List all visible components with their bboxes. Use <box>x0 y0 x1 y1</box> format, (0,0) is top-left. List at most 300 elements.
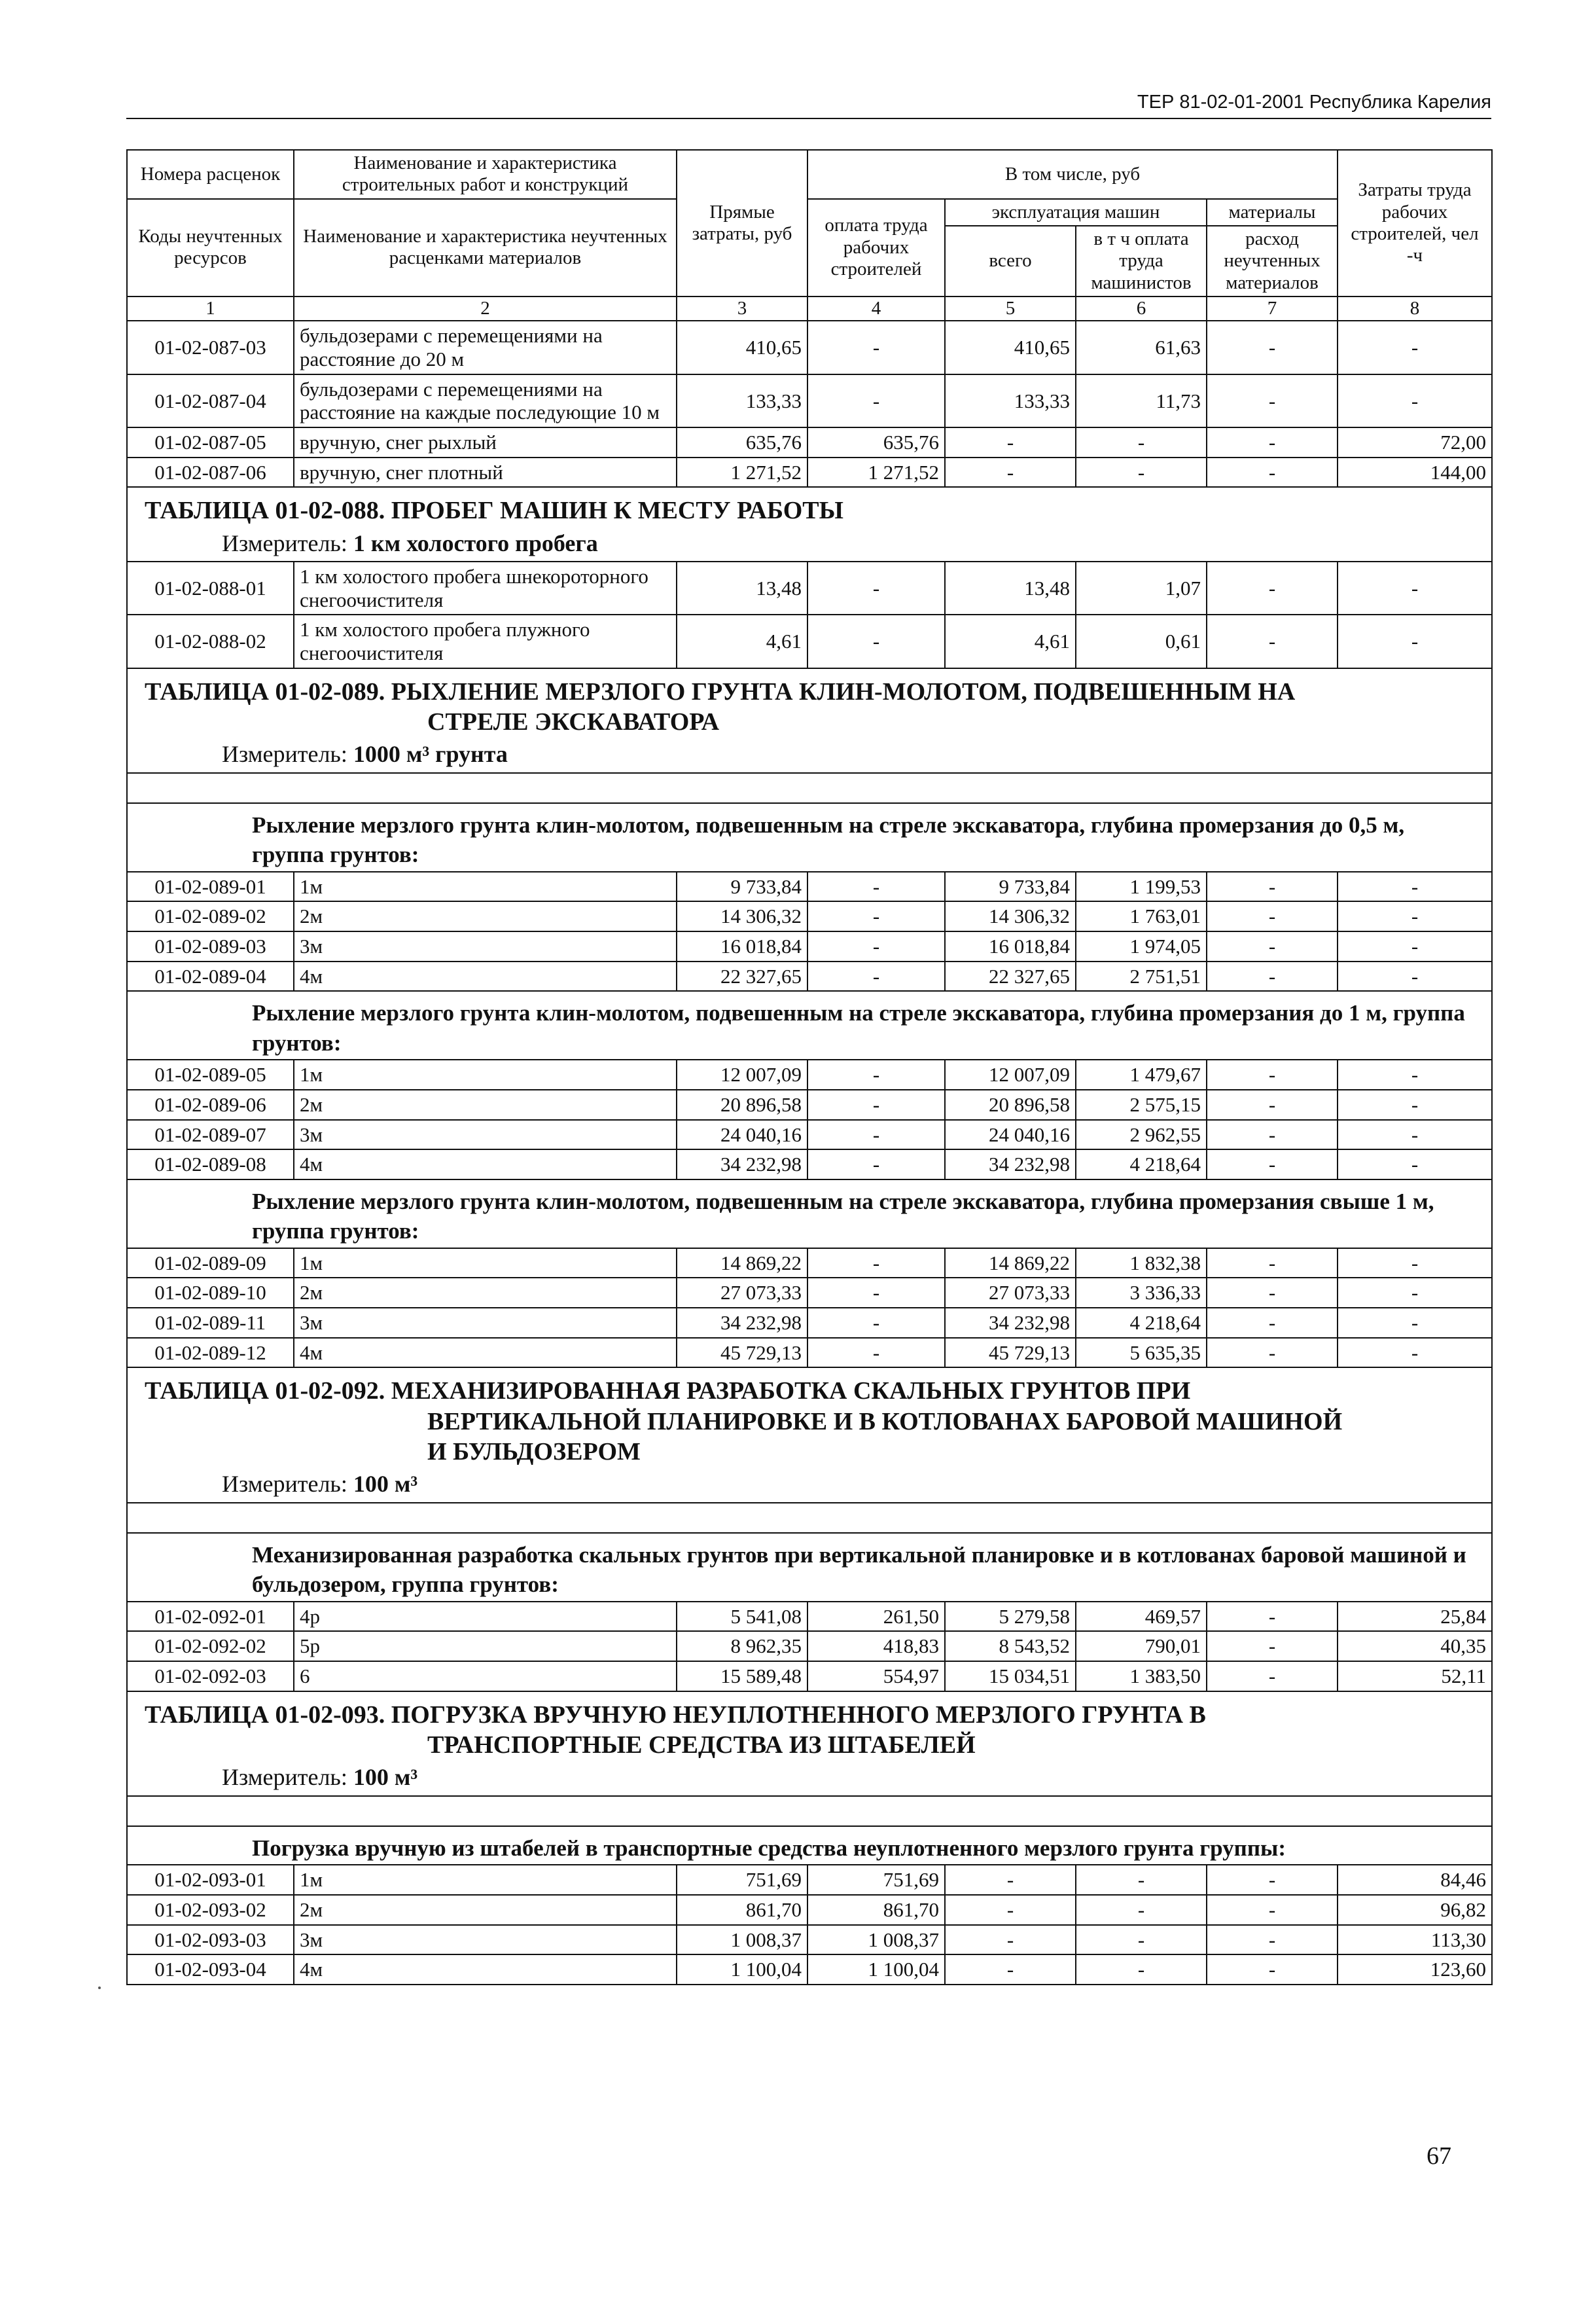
rate-description: вручную, снег рыхлый <box>294 427 677 458</box>
page-number: 67 <box>1427 2142 1451 2170</box>
rate-code: 01-02-087-06 <box>127 458 294 488</box>
rate-value: 1 100,04 <box>807 1954 945 1985</box>
col-codes-top: Номера расценок <box>127 150 294 199</box>
rate-value: 5 635,35 <box>1076 1338 1207 1368</box>
rate-value: 5 541,08 <box>677 1602 807 1632</box>
subsection-heading: Механизированная разработка скальных грунтов при вертикальной планировке и в котлованах баровой машиной и бульдозером, группа грунтов: <box>127 1533 1492 1602</box>
rate-value: 12 007,09 <box>677 1060 807 1090</box>
rate-value: 0,61 <box>1076 615 1207 668</box>
rate-code: 01-02-089-09 <box>127 1248 294 1278</box>
subsection-row <box>127 1179 1492 1248</box>
unit-label: Измеритель: <box>222 741 353 768</box>
rate-value: 16 018,84 <box>945 931 1076 962</box>
unit-line <box>145 1471 1474 1498</box>
rate-value: 133,33 <box>945 374 1076 427</box>
rate-code: 01-02-092-01 <box>127 1602 294 1632</box>
table-title-line: ТАБЛИЦА 01-02-089. РЫХЛЕНИЕ МЕРЗЛОГО ГРУНТА КЛИН-МОЛОТОМ, ПОДВЕШЕННЫМ НА <box>145 677 1296 706</box>
rate-code: 01-02-089-07 <box>127 1120 294 1150</box>
section-089-heading <box>127 668 1492 773</box>
rate-value: 410,65 <box>677 321 807 374</box>
section-088-heading <box>127 487 1492 562</box>
rate-value: 34 232,98 <box>677 1308 807 1338</box>
rate-value: - <box>1338 1120 1492 1150</box>
rate-value: - <box>1207 901 1338 931</box>
rate-description: 4р <box>294 1602 677 1632</box>
rate-code: 01-02-092-02 <box>127 1631 294 1661</box>
rate-value: - <box>1338 962 1492 992</box>
col-num: 3 <box>677 297 807 321</box>
rate-value: 27 073,33 <box>945 1278 1076 1308</box>
rate-description: бульдозерами с перемещениями на расстояние на каждые последующие 10 м <box>294 374 677 427</box>
rate-value: - <box>1207 1338 1338 1368</box>
unit-value: 100 м³ <box>353 1471 418 1498</box>
rate-value: 4 218,64 <box>1076 1308 1207 1338</box>
rate-value: - <box>1338 321 1492 374</box>
table-title-line: И БУЛЬДОЗЕРОМ <box>427 1438 641 1466</box>
rate-value: - <box>945 1895 1076 1925</box>
col-direct: Прямые затраты, руб <box>677 150 807 297</box>
rate-value: - <box>1207 374 1338 427</box>
unit-value: 100 м³ <box>353 1764 418 1791</box>
rate-value: 123,60 <box>1338 1954 1492 1985</box>
table-title <box>145 495 1474 526</box>
table-row <box>127 1308 1492 1338</box>
rate-code: 01-02-089-01 <box>127 872 294 902</box>
rate-value: 40,35 <box>1338 1631 1492 1661</box>
unit-value: 1 км холостого пробега <box>353 530 598 556</box>
section-092-heading <box>127 1367 1492 1502</box>
rate-value: - <box>807 962 945 992</box>
rate-code: 01-02-089-10 <box>127 1278 294 1308</box>
rate-value: - <box>1338 1149 1492 1179</box>
rate-value: - <box>945 427 1076 458</box>
rate-value: - <box>1207 1308 1338 1338</box>
unit-value: 1000 м³ грунта <box>353 741 508 768</box>
rate-value: 25,84 <box>1338 1602 1492 1632</box>
table-row <box>127 1954 1492 1985</box>
rate-value: 2 962,55 <box>1076 1120 1207 1150</box>
table-row <box>127 1602 1492 1632</box>
rate-value: 2 575,15 <box>1076 1090 1207 1120</box>
rate-code: 01-02-089-11 <box>127 1308 294 1338</box>
blank-row <box>127 1503 1492 1533</box>
rate-code: 01-02-089-04 <box>127 962 294 992</box>
subsection-row <box>127 1826 1492 1865</box>
rate-value: - <box>807 374 945 427</box>
rate-value: - <box>807 1248 945 1278</box>
rate-value: 1 763,01 <box>1076 901 1207 931</box>
col-name-top: Наименование и характеристика строительных работ и конструкций <box>294 150 677 199</box>
blank-cell <box>127 773 1492 803</box>
rate-value: 45 729,13 <box>677 1338 807 1368</box>
col-codes-bottom: Коды неучтенных ресурсов <box>127 199 294 297</box>
rate-description: 3м <box>294 1308 677 1338</box>
rate-value: 790,01 <box>1076 1631 1207 1661</box>
rate-code: 01-02-093-03 <box>127 1925 294 1955</box>
rate-value: 133,33 <box>677 374 807 427</box>
rate-description: 1м <box>294 1865 677 1895</box>
col-machines-pay: в т ч оплата труда машинистов <box>1076 226 1207 297</box>
col-materials-sub: расход неучтенных материалов <box>1207 226 1338 297</box>
rate-code: 01-02-088-01 <box>127 562 294 615</box>
rate-value: 13,48 <box>945 562 1076 615</box>
rate-value: 1,07 <box>1076 562 1207 615</box>
table-row <box>127 615 1492 668</box>
rate-value: 14 869,22 <box>677 1248 807 1278</box>
rate-value: - <box>1338 931 1492 962</box>
table-row <box>127 1925 1492 1955</box>
rate-value: - <box>1207 458 1338 488</box>
col-incl: В том числе, руб <box>807 150 1338 199</box>
rate-value: 1 479,67 <box>1076 1060 1207 1090</box>
col-materials: материалы <box>1207 199 1338 226</box>
rate-value: - <box>1076 1895 1207 1925</box>
rate-description: 2м <box>294 1895 677 1925</box>
rate-value: - <box>1207 1661 1338 1691</box>
rate-value: 2 751,51 <box>1076 962 1207 992</box>
rate-value: - <box>1338 615 1492 668</box>
rate-value: 8 543,52 <box>945 1631 1076 1661</box>
rate-value: 861,70 <box>807 1895 945 1925</box>
table-title-line: ТАБЛИЦА 01-02-093. ПОГРУЗКА ВРУЧНУЮ НЕУПЛОТНЕННОГО МЕРЗЛОГО ГРУНТА В <box>145 1700 1206 1729</box>
rate-code: 01-02-089-08 <box>127 1149 294 1179</box>
rate-value: 22 327,65 <box>677 962 807 992</box>
rate-value: - <box>1338 374 1492 427</box>
table-title-line: ТРАНСПОРТНЫЕ СРЕДСТВА ИЗ ШТАБЕЛЕЙ <box>427 1731 976 1759</box>
table-row <box>127 1248 1492 1278</box>
rate-code: 01-02-093-01 <box>127 1865 294 1895</box>
rate-value: 751,69 <box>677 1865 807 1895</box>
subsection-row <box>127 991 1492 1060</box>
rate-value: - <box>807 562 945 615</box>
rate-value: 9 733,84 <box>945 872 1076 902</box>
rate-description: 6 <box>294 1661 677 1691</box>
rates-table <box>126 149 1493 1985</box>
rate-description: 3м <box>294 931 677 962</box>
rate-value: - <box>1207 1278 1338 1308</box>
rate-value: - <box>1207 1248 1338 1278</box>
rate-value: 96,82 <box>1338 1895 1492 1925</box>
table-row <box>127 1149 1492 1179</box>
table-title-line: ТАБЛИЦА 01-02-092. МЕХАНИЗИРОВАННАЯ РАЗРАБОТКА СКАЛЬНЫХ ГРУНТОВ ПРИ <box>145 1377 1191 1405</box>
rate-value: - <box>1338 1338 1492 1368</box>
rate-value: 61,63 <box>1076 321 1207 374</box>
blank-cell <box>127 1796 1492 1826</box>
unit-line <box>145 1764 1474 1791</box>
rate-value: 261,50 <box>807 1602 945 1632</box>
rate-value: 34 232,98 <box>945 1308 1076 1338</box>
rate-value: - <box>807 931 945 962</box>
col-labor: Затраты труда рабочих строителей, чел -ч <box>1338 150 1492 297</box>
rate-value: - <box>1338 1060 1492 1090</box>
rate-code: 01-02-087-05 <box>127 427 294 458</box>
unit-label: Измеритель: <box>222 530 353 556</box>
rate-value: 3 336,33 <box>1076 1278 1207 1308</box>
rate-value: 34 232,98 <box>945 1149 1076 1179</box>
col-labor-pay: оплата труда рабочих строителей <box>807 199 945 297</box>
rate-value: 1 100,04 <box>677 1954 807 1985</box>
rate-value: 20 896,58 <box>677 1090 807 1120</box>
table-row <box>127 1338 1492 1368</box>
rate-value: 418,83 <box>807 1631 945 1661</box>
table-row <box>127 1120 1492 1150</box>
rate-value: - <box>1338 1090 1492 1120</box>
table-row <box>127 1631 1492 1661</box>
table-row <box>127 1060 1492 1090</box>
unit-line <box>145 741 1474 768</box>
column-numbers <box>127 297 1492 321</box>
header-row-2 <box>127 199 1492 226</box>
rate-value: - <box>807 1149 945 1179</box>
rate-description: 4м <box>294 1149 677 1179</box>
rate-value: - <box>1076 427 1207 458</box>
rate-value: - <box>1207 427 1338 458</box>
col-num: 4 <box>807 297 945 321</box>
table-title-line: ВЕРТИКАЛЬНОЙ ПЛАНИРОВКЕ И В КОТЛОВАНАХ БАРОВОЙ МАШИНОЙ <box>427 1407 1343 1435</box>
table-row <box>127 901 1492 931</box>
rate-value: 12 007,09 <box>945 1060 1076 1090</box>
rate-value: - <box>1207 1060 1338 1090</box>
rate-description: 4м <box>294 1338 677 1368</box>
rate-description: 3м <box>294 1120 677 1150</box>
rate-value: - <box>1338 562 1492 615</box>
subsection-heading: Рыхление мерзлого грунта клин-молотом, подвешенным на стреле экскаватора, глубина промерзания до 0,5 м, группа грунтов: <box>127 803 1492 872</box>
rate-value: 14 869,22 <box>945 1248 1076 1278</box>
col-machines-total: всего <box>945 226 1076 297</box>
rate-value: 11,73 <box>1076 374 1207 427</box>
rate-value: - <box>807 1090 945 1120</box>
rate-value: 22 327,65 <box>945 962 1076 992</box>
rate-value: - <box>807 321 945 374</box>
rate-value: - <box>807 872 945 902</box>
rate-value: 4 218,64 <box>1076 1149 1207 1179</box>
rate-code: 01-02-088-02 <box>127 615 294 668</box>
header-rule <box>126 118 1491 119</box>
rate-value: - <box>807 615 945 668</box>
table-row <box>127 374 1492 427</box>
rate-value: 4,61 <box>945 615 1076 668</box>
rate-description: 2м <box>294 1278 677 1308</box>
blank-row <box>127 773 1492 803</box>
rate-value: - <box>807 901 945 931</box>
rate-value: 113,30 <box>1338 1925 1492 1955</box>
scan-speck <box>98 1987 101 1989</box>
table-title-line: СТРЕЛЕ ЭКСКАВАТОРА <box>427 708 720 736</box>
rate-value: 5 279,58 <box>945 1602 1076 1632</box>
rate-value: - <box>1338 901 1492 931</box>
rate-value: 144,00 <box>1338 458 1492 488</box>
rate-value: - <box>1207 872 1338 902</box>
rate-value: 1 271,52 <box>807 458 945 488</box>
section-093-heading <box>127 1691 1492 1796</box>
rate-value: 554,97 <box>807 1661 945 1691</box>
rate-value: 1 008,37 <box>677 1925 807 1955</box>
unit-label: Измеритель: <box>222 1764 353 1791</box>
rate-value: - <box>1207 1120 1338 1150</box>
blank-cell <box>127 1503 1492 1533</box>
section-093 <box>127 1691 1492 1796</box>
rate-code: 01-02-093-04 <box>127 1954 294 1985</box>
table-row <box>127 1865 1492 1895</box>
rate-value: - <box>1207 1895 1338 1925</box>
rate-value: - <box>1207 615 1338 668</box>
rate-value: 8 962,35 <box>677 1631 807 1661</box>
rate-value: 1 008,37 <box>807 1925 945 1955</box>
rate-value: - <box>807 1060 945 1090</box>
rate-value: 9 733,84 <box>677 872 807 902</box>
table-row <box>127 962 1492 992</box>
rate-value: - <box>807 1338 945 1368</box>
rate-value: - <box>1338 1308 1492 1338</box>
rate-value: - <box>1207 562 1338 615</box>
rate-description: 4м <box>294 1954 677 1985</box>
rate-description: 1 км холостого пробега плужного снегоочистителя <box>294 615 677 668</box>
rate-value: - <box>1076 1865 1207 1895</box>
rate-value: 20 896,58 <box>945 1090 1076 1120</box>
col-name-bottom: Наименование и характеристика неучтенных расценками материалов <box>294 199 677 297</box>
col-num: 5 <box>945 297 1076 321</box>
page-header: ТЕР 81-02-01-2001 Республика Карелия <box>1137 92 1491 113</box>
rate-description: 5р <box>294 1631 677 1661</box>
rate-description: 1м <box>294 1060 677 1090</box>
subsection-heading: Рыхление мерзлого грунта клин-молотом, подвешенным на стреле экскаватора, глубина промерзания до 1 м, группа грунтов: <box>127 991 1492 1060</box>
rate-value: - <box>1076 458 1207 488</box>
table-title <box>145 677 1474 738</box>
header-row-1 <box>127 150 1492 199</box>
unit-line <box>145 530 1474 557</box>
rate-value: 469,57 <box>1076 1602 1207 1632</box>
col-num: 7 <box>1207 297 1338 321</box>
rate-description: 3м <box>294 1925 677 1955</box>
table-row <box>127 1661 1492 1691</box>
rate-code: 01-02-087-03 <box>127 321 294 374</box>
rate-value: - <box>945 1925 1076 1955</box>
rate-code: 01-02-089-02 <box>127 901 294 931</box>
rate-value: - <box>1207 1925 1338 1955</box>
subsection-row <box>127 803 1492 872</box>
table-row <box>127 1895 1492 1925</box>
rate-value: - <box>1338 1278 1492 1308</box>
blank-row <box>127 1796 1492 1826</box>
rate-description: 1м <box>294 872 677 902</box>
subsection-row <box>127 1533 1492 1602</box>
rate-value: 24 040,16 <box>677 1120 807 1150</box>
table-row <box>127 562 1492 615</box>
col-num: 2 <box>294 297 677 321</box>
unit-label: Измеритель: <box>222 1471 353 1498</box>
rate-value: 16 018,84 <box>677 931 807 962</box>
rate-code: 01-02-089-06 <box>127 1090 294 1120</box>
col-num: 1 <box>127 297 294 321</box>
rate-value: - <box>1076 1954 1207 1985</box>
table-row <box>127 872 1492 902</box>
rate-value: - <box>1207 1149 1338 1179</box>
table-row <box>127 458 1492 488</box>
rate-value: - <box>1076 1925 1207 1955</box>
table-title <box>145 1376 1474 1467</box>
rate-value: 13,48 <box>677 562 807 615</box>
rate-value: 15 589,48 <box>677 1661 807 1691</box>
subsection-heading: Рыхление мерзлого грунта клин-молотом, подвешенным на стреле экскаватора, глубина промерзания свыше 1 м, группа грунтов: <box>127 1179 1492 1248</box>
rate-description: вручную, снег плотный <box>294 458 677 488</box>
table-row <box>127 1278 1492 1308</box>
rate-value: 14 306,32 <box>945 901 1076 931</box>
table-title <box>145 1700 1474 1761</box>
rate-description: 2м <box>294 1090 677 1120</box>
rate-value: 1 832,38 <box>1076 1248 1207 1278</box>
rate-value: - <box>1207 1865 1338 1895</box>
rate-code: 01-02-092-03 <box>127 1661 294 1691</box>
rate-value: 4,61 <box>677 615 807 668</box>
rate-value: 27 073,33 <box>677 1278 807 1308</box>
table-row <box>127 427 1492 458</box>
rate-value: 410,65 <box>945 321 1076 374</box>
rate-value: 1 383,50 <box>1076 1661 1207 1691</box>
rate-value: 52,11 <box>1338 1661 1492 1691</box>
section-089 <box>127 668 1492 773</box>
rate-description: 1 км холостого пробега шнекороторного снегоочистителя <box>294 562 677 615</box>
rate-value: - <box>1207 962 1338 992</box>
rate-value: - <box>945 458 1076 488</box>
rate-value: 45 729,13 <box>945 1338 1076 1368</box>
rate-value: - <box>1207 931 1338 962</box>
rate-value: - <box>1207 1954 1338 1985</box>
rate-code: 01-02-093-02 <box>127 1895 294 1925</box>
table-row <box>127 931 1492 962</box>
rate-value: - <box>1207 1631 1338 1661</box>
rate-value: 635,76 <box>677 427 807 458</box>
col-machines: эксплуатация машин <box>945 199 1207 226</box>
rate-code: 01-02-087-04 <box>127 374 294 427</box>
rate-value: 24 040,16 <box>945 1120 1076 1150</box>
rate-description: 4м <box>294 962 677 992</box>
col-num: 8 <box>1338 297 1492 321</box>
rate-code: 01-02-089-05 <box>127 1060 294 1090</box>
rate-value: 1 974,05 <box>1076 931 1207 962</box>
rate-value: 861,70 <box>677 1895 807 1925</box>
rate-value: - <box>945 1954 1076 1985</box>
rate-description: бульдозерами с перемещениями на расстояние до 20 м <box>294 321 677 374</box>
rate-value: - <box>1338 1248 1492 1278</box>
subsection-heading: Погрузка вручную из штабелей в транспортные средства неуплотненного мерзлого грунта группы: <box>127 1826 1492 1865</box>
rate-value: - <box>807 1308 945 1338</box>
col-num: 6 <box>1076 297 1207 321</box>
rate-value: 84,46 <box>1338 1865 1492 1895</box>
table-title-line: ТАБЛИЦА 01-02-088. ПРОБЕГ МАШИН К МЕСТУ РАБОТЫ <box>145 497 843 525</box>
section-092 <box>127 1367 1492 1502</box>
rate-code: 01-02-089-12 <box>127 1338 294 1368</box>
rate-value: 15 034,51 <box>945 1661 1076 1691</box>
rate-value: 34 232,98 <box>677 1149 807 1179</box>
table-row <box>127 1090 1492 1120</box>
rate-value: - <box>807 1120 945 1150</box>
rate-description: 1м <box>294 1248 677 1278</box>
rate-value: - <box>1207 321 1338 374</box>
rate-value: 1 271,52 <box>677 458 807 488</box>
rate-value: 751,69 <box>807 1865 945 1895</box>
rate-value: - <box>945 1865 1076 1895</box>
rate-value: 72,00 <box>1338 427 1492 458</box>
rate-value: 14 306,32 <box>677 901 807 931</box>
rate-value: - <box>1207 1602 1338 1632</box>
rate-value: - <box>1338 872 1492 902</box>
section-088 <box>127 487 1492 562</box>
rate-description: 2м <box>294 901 677 931</box>
rate-value: - <box>1207 1090 1338 1120</box>
table-row <box>127 321 1492 374</box>
rate-value: 635,76 <box>807 427 945 458</box>
rate-value: 1 199,53 <box>1076 872 1207 902</box>
